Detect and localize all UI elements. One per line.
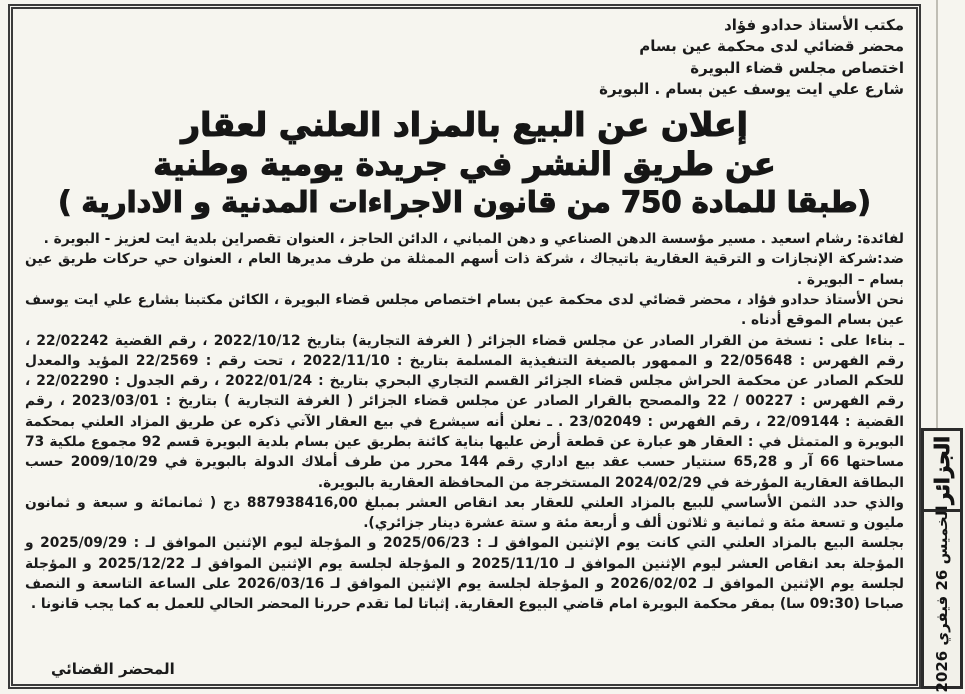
column-divider-line — [936, 0, 938, 432]
newspaper-logo-box — [921, 428, 963, 512]
letterhead-office-line: مكتب الأستاذ حدادو فؤاد — [724, 16, 904, 34]
paragraph-bailiff-intro: نحن الأستاذ حدادو فؤاد ، محضر قضائي لدى محكمة عين بسام اختصاص مجلس قضاء البويرة ، الكائن مكتبنا بشارع علي ايت يوسف عين بسام الموقع أدناه . — [25, 292, 904, 329]
paragraph-auction-sessions: بجلسة البيع بالمزاد العلني التي كانت يوم الإثنين الموافق لـ : 2025/06/23 و المؤجلة ليوم الإثنين الموافق لـ : 2025/09/29 و المؤجلة بعد انقاص العشر ليوم الإثنين الموافق لـ 2025/11/10 و المؤجلة لجلسة يوم الإثنين الموافق لـ 2025/12/22 و المؤجلة لجلسة يوم الإثنين الموافق لـ 2026/02/02 و المؤجلة لجلسة يوم الإثنين الموافق لـ 2026/03/16 على الساعة التاسعة و النصف صباحا (09:30 سا) بمقر محكمة البويرة امام قاضي البيوع العقارية. إثباتا لما تقدم حررنا المحضر الحالي للعمل به كما يجب قانونا . — [25, 535, 905, 613]
letterhead — [25, 15, 904, 100]
paragraph-beneficiary: لفائدة: رشام اسعيد . مسير مؤسسة الدهن الصناعي و دهن المباني ، الدائن الحاجز ، العنوان تقصراين بلدية ايت لعزيز - البويرة . — [43, 231, 904, 248]
newspaper-date-box — [921, 505, 963, 693]
signature-label: المحضر القضائي — [51, 660, 175, 678]
newspaper-side-strip — [921, 428, 963, 693]
letterhead-role-line: محضر قضائي لدى محكمة عين بسام — [639, 37, 904, 56]
title-line-3: (طبقا للمادة 750 من قانون الاجراءات المدنية و الادارية ) — [58, 185, 871, 220]
paragraph-legal-basis-and-property: ـ بناءا على : نسخة من القرار الصادر عن مجلس قضاء الجزائر ( الغرفة التجارية) بتاريخ 2022/10/12 ، رقم القضية 22/02242 ، رقم الفهرس : 22/05648 و الممهور بالصيغة التنفيذية المسلمة بتاريخ : 2022/11/10 ، تحت رقم : 22/2569 المؤيد والمعدل للحكم الصادر عن محكمة الحراش مجلس قضاء الجزائر القسم التجاري البحري بتاريخ : 2022/01/24 ، رقم الجدول : 22/02290 ، رقم الفهرس : 00227 / 22 والمصحح بالقرار الصادر عن مجلس قضاء الجزائر ( الغرفة التجارية ) بتاريخ : 2023/03/01 ، رقم القضية : 22/09144 ، رقم الفهرس : 23/02049 . ـ نعلن أنه سيشرع في بيع العقار الآتي ذكره عن طريق المزاد العلني بمحكمة البويرة و المتمثل في : العقار هو عبارة عن قطعة أرض عليها بناية كائنة بطريق عين بسام بلدية البويرة قسم 92 مجموع ملكية 73 مساحتها 66 آر و 65,28 سنتيار حسب عقد بيع اداري رقم 144 محرر من طرف أملاك الدولة بالبويرة في 2009/10/29 حسب البطاقة العقارية المؤرخة في 2024/02/29 المستخرجة من المحافظة العقارية بالبويرة. — [25, 332, 905, 491]
newspaper-name: الجزائر — [930, 435, 954, 505]
letterhead-address-line: شارع علي ايت يوسف عين بسام . البويرة — [599, 79, 904, 98]
letterhead-jurisdiction-line: اختصاص مجلس قضاء البويرة — [690, 58, 904, 77]
announcement-body — [25, 229, 904, 657]
paragraph-defendant: ضد:شركة الإنجازات و الترقية العقارية باتيجاك ، شركة ذات أسهم الممثلة من طرف مديرها العام ، العنوان حي حركات طريق عين بسام – البويرة . — [25, 251, 904, 288]
title-line-1: إعلان عن البيع بالمزاد العلني لعقار — [181, 105, 748, 145]
announcement-frame — [8, 4, 921, 689]
newspaper-date: الخميس 26 فيفري 2026 — [933, 505, 951, 693]
title-line-2: عن طريق النشر في جريدة يومية وطنية — [153, 145, 776, 184]
announcement-title — [25, 105, 904, 222]
paragraph-base-price: والذي حدد الثمن الأساسي للبيع بالمزاد العلني للعقار بعد انقاص العشر بمبلغ 887938416,00 دج ( ثمانمائة و سبعة و ثمانون مليون و تسعة مئة و ثمانية و ثلاثون ألف و أربعة مئة و ستة عشرة دينار جزائري). — [25, 494, 904, 532]
